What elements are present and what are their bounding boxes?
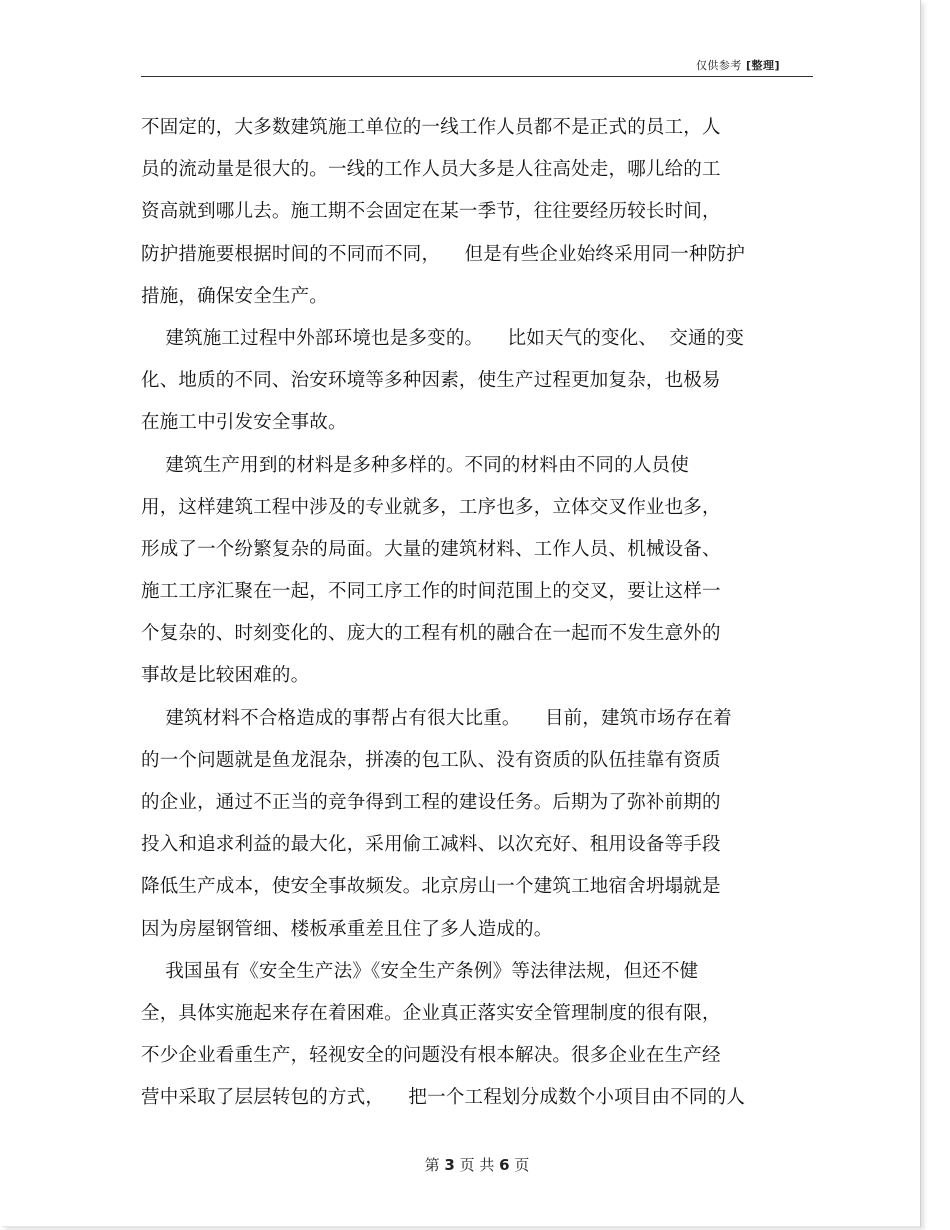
- header-bracket-open: [: [745, 59, 752, 72]
- footer-prefix: 第: [424, 1156, 445, 1174]
- text-line: 形成了一个纷繁复杂的局面。大量的建筑材料、工作人员、机械设备、: [141, 538, 721, 560]
- total-page-count: 6: [499, 1156, 510, 1174]
- text-line: 施工工序汇聚在一起，不同工序工作的时间范围上的交叉，要让这样一: [141, 581, 721, 603]
- text-line: 建筑材料不合格造成的事帮占有很大比重。 目前，建筑市场存在着: [141, 707, 732, 729]
- text-line: 防护措施要根据时间的不同而不同， 但是有些企业始终采用同一种防护: [141, 243, 746, 265]
- footer-middle: 页 共: [454, 1156, 500, 1174]
- text-line: 个复杂的、时刻变化的、庞大的工程有机的融合在一起而不发生意外的: [141, 623, 721, 645]
- text-line: 的企业，通过不正当的竞争得到工程的建设任务。后期为了弥补前期的: [141, 792, 721, 813]
- text-line: 全，具体实施起来存在着困难。企业真正落实安全管理制度的很有限，: [141, 1002, 721, 1024]
- text-line: 措施，确保安全生产。: [141, 285, 329, 307]
- text-line: 在施工中引发安全事故。: [141, 412, 347, 434]
- document-page: [2, 0, 921, 1227]
- page-header-note: [696, 57, 780, 73]
- text-line: 建筑施工过程中外部环境也是多变的。 比如天气的变化、 交通的变: [141, 327, 745, 349]
- text-line: 我国虽有《安全生产法》《安全生产条例》等法律法规，但还不健: [141, 960, 699, 982]
- text-line: 资高就到哪儿去。施工期不会固定在某一季节，往往要经历较长时间，: [141, 201, 721, 223]
- text-line: 用，这样建筑工程中涉及的专业就多，工序也多，立体交叉作业也多，: [141, 496, 721, 518]
- text-line: 事故是比较困难的。: [141, 665, 310, 687]
- header-note-text: 仅供参考: [695, 59, 742, 72]
- text-line: 的一个问题就是鱼龙混杂，拼凑的包工队、没有资质的队伍挂靠有资质: [141, 749, 721, 771]
- current-page-number: 3: [444, 1156, 455, 1174]
- header-bracket-close: ]: [774, 59, 780, 72]
- footer-suffix: 页: [509, 1156, 530, 1174]
- text-line: 不固定的，大多数建筑施工单位的一线工作人员都不是正式的员工，人: [141, 117, 721, 138]
- header-bracket-word: 整理: [751, 59, 775, 72]
- text-line: 员的流动量是很大的。一线的工作人员大多是人往高处走，哪儿给的工: [141, 159, 721, 181]
- text-line: 营中采取了层层转包的方式， 把一个工程划分成数个小项目由不同的人: [141, 1087, 746, 1109]
- text-line: 建筑生产用到的材料是多种多样的。不同的材料由不同的人员使: [141, 454, 689, 476]
- header-divider: [141, 76, 813, 77]
- text-line: 因为房屋钢管细、楼板承重差且住了多人造成的。: [141, 918, 553, 940]
- text-line: 不少企业看重生产，轻视安全的问题没有根本解决。很多企业在生产经: [141, 1045, 721, 1067]
- text-line: 降低生产成本，使安全事故频发。北京房山一个建筑工地宿舍坍塌就是: [141, 876, 721, 898]
- text-line: 投入和追求利益的最大化，采用偷工减料、以次充好、租用设备等手段: [141, 834, 721, 856]
- body-text: [141, 113, 813, 1126]
- page-footer: [2, 1154, 950, 1175]
- text-line: 化、地质的不同、治安环境等多种因素，使生产过程更加复杂，也极易: [141, 370, 721, 392]
